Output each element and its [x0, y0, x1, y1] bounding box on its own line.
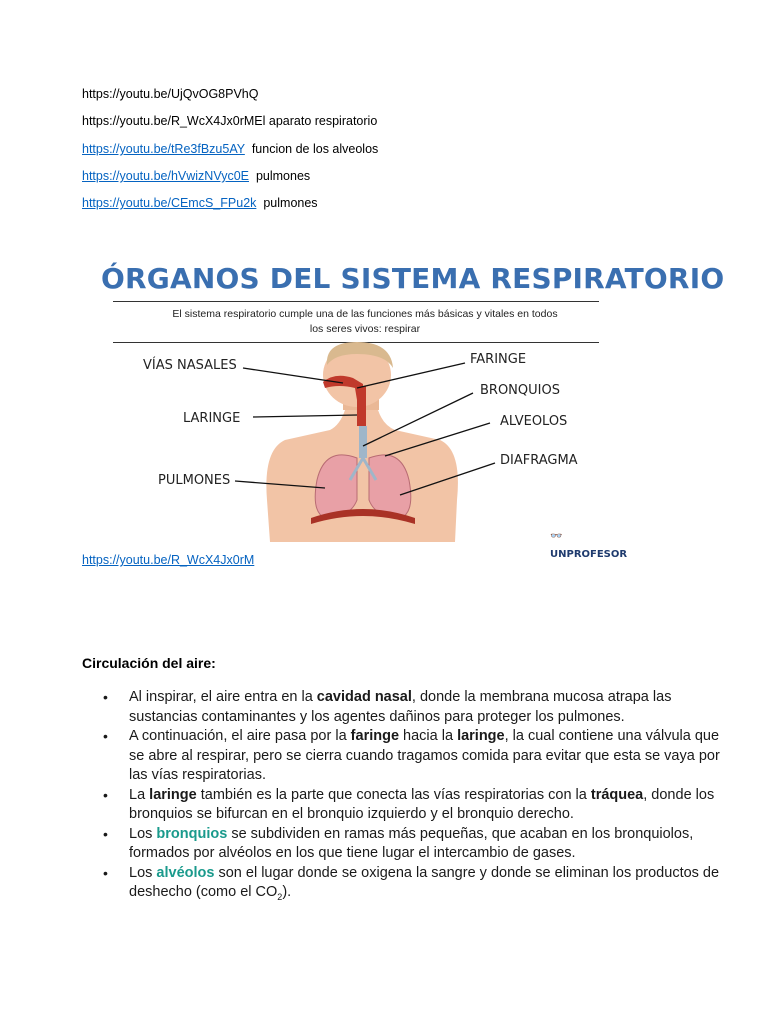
glasses-icon: 👓	[550, 531, 563, 542]
air-circulation-list	[82, 688, 722, 907]
emphasis-text: laringe	[149, 786, 197, 803]
label-alveolos: ALVEOLOS	[500, 414, 568, 429]
label-bronquios: BRONQUIOS	[480, 383, 560, 398]
bullet-text: Al inspirar, el aire entra en la	[129, 689, 317, 705]
link-line-5	[82, 195, 318, 211]
list-item: • Los alvéolos son el lugar donde se oxigena la sangre y donde se eliminan los productos de deshecho (como el $CO_2$).	[103, 864, 720, 902]
link-line-2	[82, 113, 377, 129]
link-line-4	[82, 168, 310, 184]
youtube-link[interactable]: https://youtu.be/tRe3fBzu5AY	[82, 142, 245, 156]
label-laringe: LARINGE	[183, 411, 241, 426]
bullet-text: hacia la	[399, 728, 458, 744]
bullet-text: se subdividen en ramas más pequeñas, que acaban en los bronquiolos, formados por alvéolos en los que tiene lugar el intercambio de gases.	[129, 825, 694, 861]
figure-subtitle-2: los seres vivos: respirar	[309, 323, 421, 335]
respiratory-system-figure	[95, 250, 725, 560]
emphasis-text: tráquea	[590, 786, 644, 803]
label-pulmones: PULMONES	[158, 473, 231, 488]
emphasis-text: bronquios	[156, 825, 228, 842]
bullet-text: , donde los bronquios se bifurcan en el bronquio izquierdo y el bronquio derecho.	[129, 786, 715, 822]
link-line-3	[82, 141, 378, 157]
leader-laringe	[253, 415, 357, 417]
label-faringe: FARINGE	[470, 352, 527, 367]
list-item: • Los bronquios se subdividen en ramas más pequeñas, que acaban en los bronquiolos, formados por alvéolos en los que tiene lugar el intercambio de gases.	[103, 825, 694, 861]
label-diafragma: DIAFRAGMA	[500, 453, 578, 468]
emphasis-text: 2	[277, 891, 283, 902]
emphasis-text: alvéolos	[156, 864, 215, 881]
bullet-text: Los	[129, 825, 157, 842]
link-note: pulmones	[263, 196, 318, 210]
bullet-text: , donde la membrana mucosa atrapa las sustancias contaminantes y los agentes dañinos para proteger los pulmones.	[129, 689, 672, 725]
link-line-after-figure	[82, 552, 254, 568]
pharynx-shape	[357, 386, 366, 426]
bullet-text: son el lugar donde se oxigena la sangre y donde se eliminan los productos de deshecho (como el CO	[129, 864, 720, 900]
brand-name: UNPROFESOR	[550, 549, 628, 560]
youtube-link[interactable]: https://youtu.be/hVwizNVyc0E	[82, 169, 249, 183]
section-heading: Circulación del aire:	[82, 655, 216, 671]
brand-logo	[550, 526, 635, 562]
list-item: • Al inspirar, el aire entra en la cavidad nasal, donde la membrana mucosa atrapa las sustancias contaminantes y los agentes dañinos para proteger los pulmones.	[103, 689, 672, 725]
bullet-text: , la cual contiene una válvula que se abre al respirar, pero se cierra cuando tragamos comida para evitar que esta se vaya por las vías respiratorias.	[129, 728, 720, 783]
link-text: https://youtu.be/UjQvOG8PVhQ	[82, 87, 259, 101]
link-note: pulmones	[255, 169, 311, 183]
bullet-text: La	[129, 786, 150, 803]
list-item: • La laringe también es la parte que conecta las vías respiratorias con la tráquea, donde los bronquios se bifurcan en el bronquio izquierdo y el bronquio derecho.	[103, 786, 715, 822]
figure-title: ÓRGANOS DEL SISTEMA RESPIRATORIO	[101, 262, 725, 295]
emphasis-text: cavidad nasal	[316, 689, 412, 705]
bullet-text: Los	[129, 864, 157, 881]
link-text: https://youtu.be/R_WcX4Jx0rMEl aparato respiratorio	[82, 114, 378, 128]
emphasis-text: faringe	[350, 728, 400, 744]
link-note: funcion de los alveolos	[251, 142, 379, 156]
label-vias-nasales: VÍAS NASALES	[143, 358, 237, 373]
youtube-link[interactable]: https://youtu.be/CEmcS_FPu2k	[82, 196, 257, 210]
link-line-1	[82, 86, 258, 102]
bullet-text: también es la parte que conecta las vías respiratorias con la	[196, 786, 591, 803]
list-item: • A continuación, el aire pasa por la faringe hacia la laringe, la cual contiene una válvula que se abre al respirar, pero se cierra cuando tragamos comida para evitar que esta se vaya por las vías respiratorias.	[103, 728, 720, 783]
figure-subtitle-1: El sistema respiratorio cumple una de las funciones más básicas y vitales en todos	[172, 308, 558, 320]
emphasis-text: laringe	[457, 728, 505, 744]
bullet-text: A continuación, el aire pasa por la	[129, 728, 351, 744]
trachea-shape	[359, 426, 367, 458]
youtube-link[interactable]: https://youtu.be/R_WcX4Jx0rM	[82, 553, 255, 567]
bullet-text: ).	[282, 884, 292, 900]
